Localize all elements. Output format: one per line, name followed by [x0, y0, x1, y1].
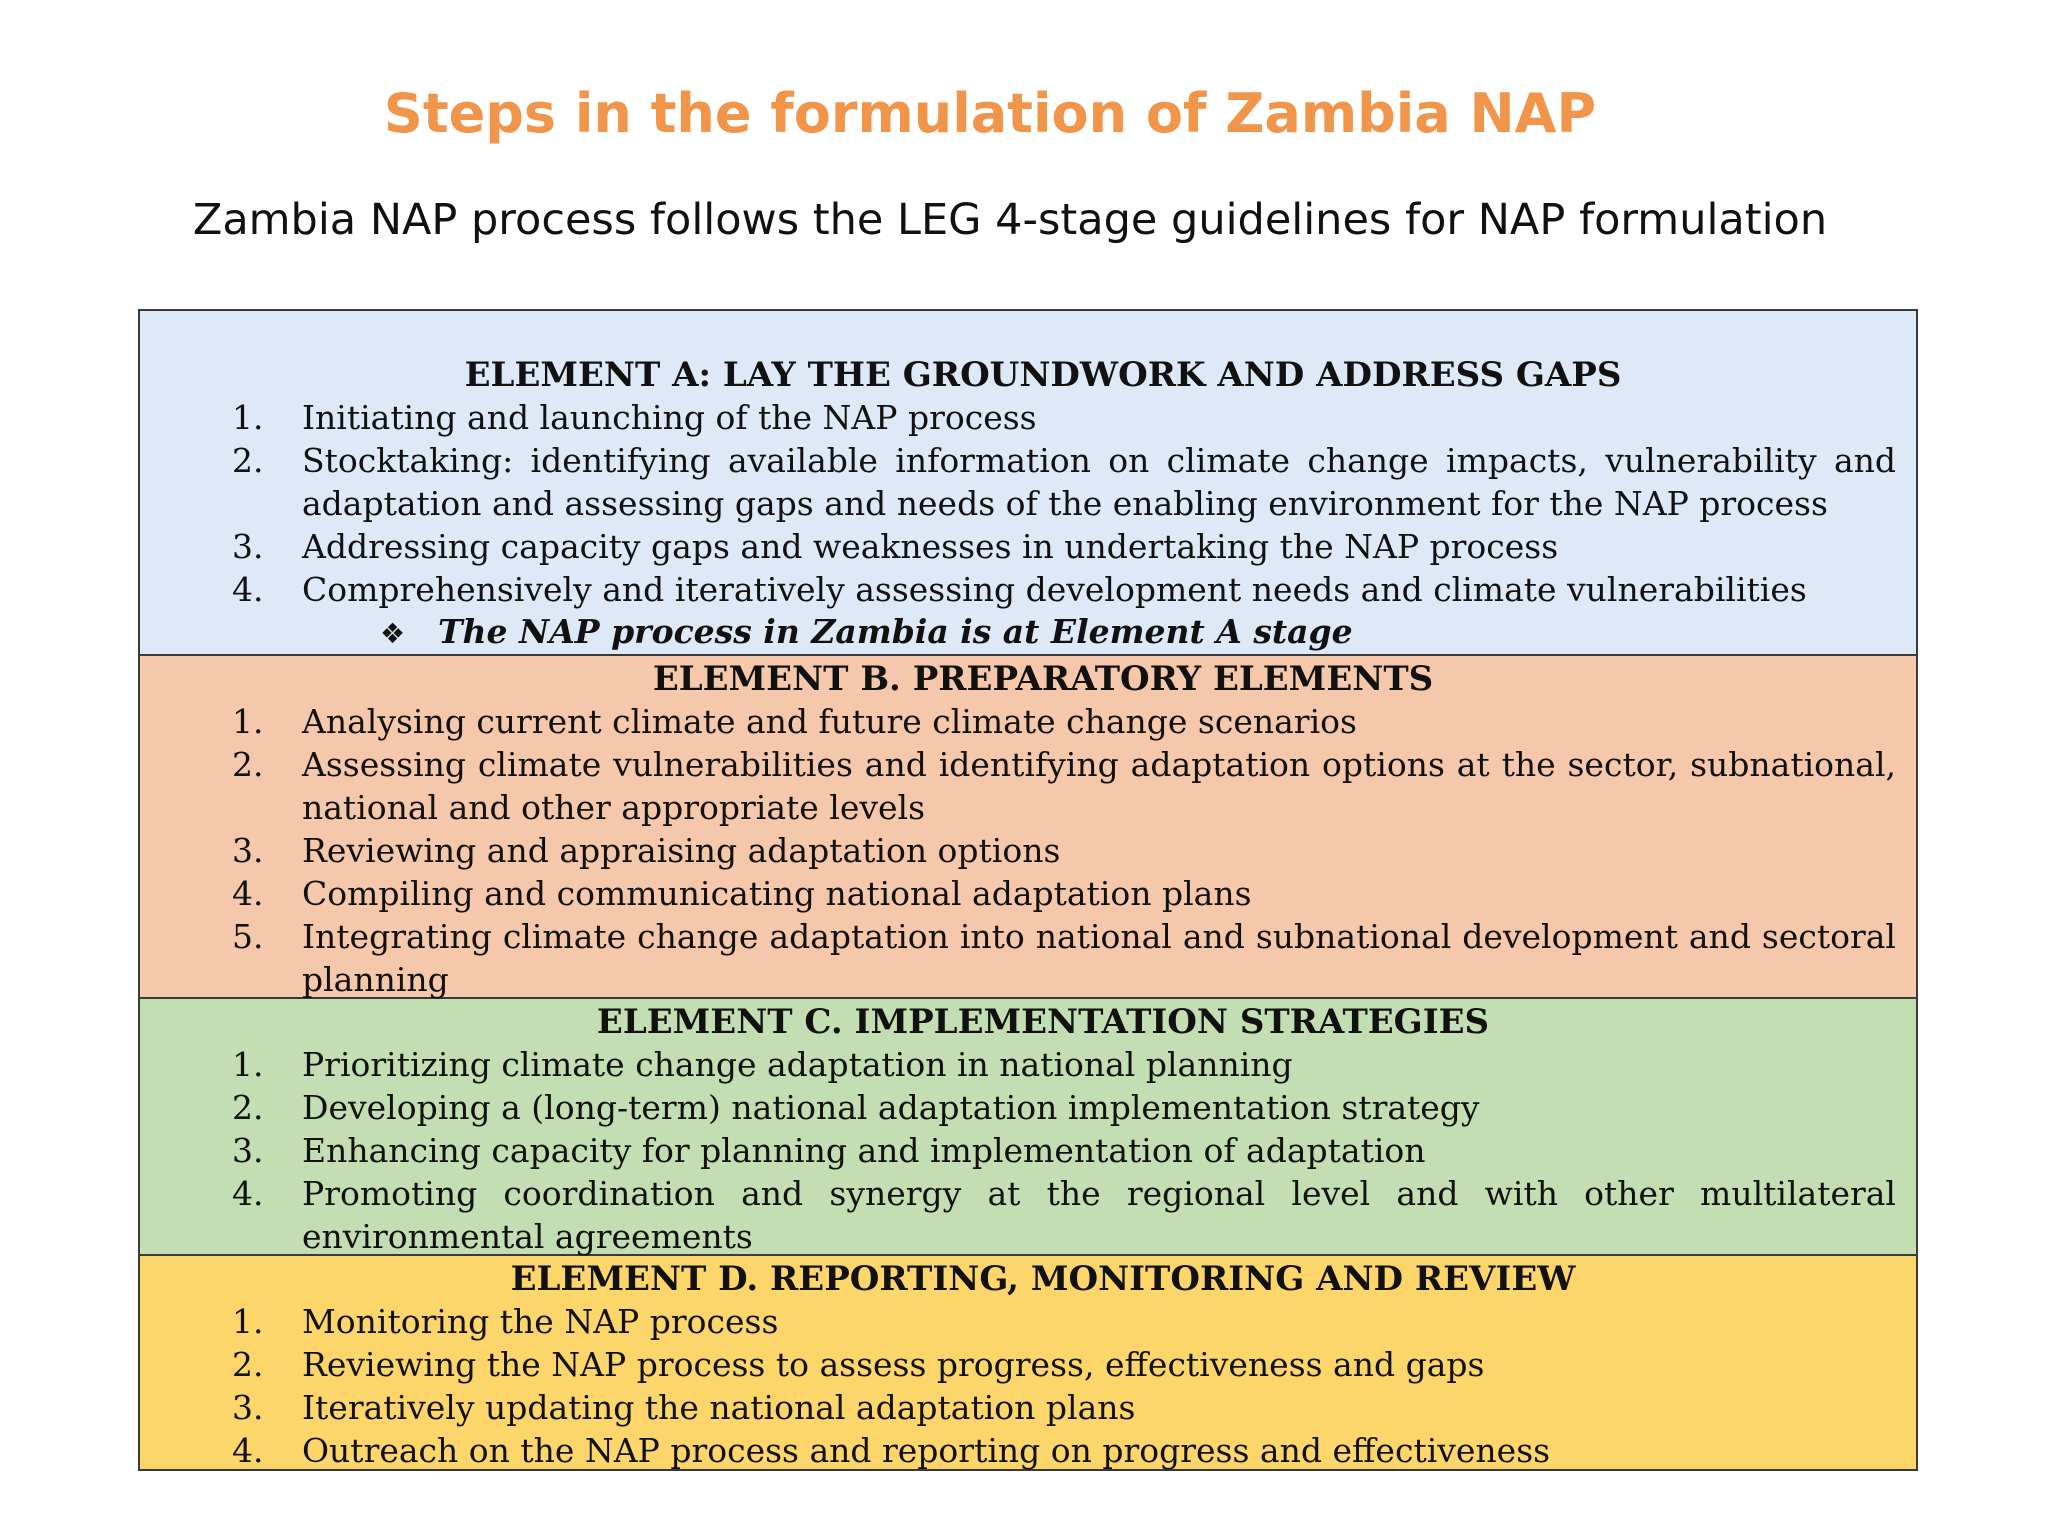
element-c-list — [140, 1043, 1916, 1258]
item-text: Reviewing and appraising adaptation options — [302, 831, 1061, 870]
item-number: 2. — [232, 1088, 264, 1127]
diamond-bullet-icon: ❖ — [380, 617, 406, 650]
element-b-list — [140, 700, 1916, 1001]
element-c-section — [140, 999, 1916, 1256]
element-a-section — [140, 311, 1916, 656]
list-item — [232, 915, 1896, 1001]
item-text: Prioritizing climate change adaptation in national planning — [302, 1045, 1293, 1084]
element-d-heading: ELEMENT D. REPORTING, MONITORING AND REVIEW — [510, 1259, 1576, 1299]
list-item — [232, 1086, 1896, 1129]
list-item — [232, 1129, 1896, 1172]
item-text: Reviewing the NAP process to assess progress, effectiveness and gaps — [302, 1345, 1485, 1384]
list-item — [232, 1172, 1896, 1258]
item-text: Stocktaking: identifying available information on climate change impacts, vulnerability and adaptation and assessing gaps and needs of the enabling environment for the NAP process — [302, 441, 1896, 523]
element-b-section — [140, 656, 1916, 999]
list-item — [232, 525, 1896, 568]
item-number: 2. — [232, 745, 264, 784]
slide-title: Steps in the formulation of Zambia NAP — [383, 82, 1597, 145]
status-note-text: The NAP process in Zambia is at Element A stage — [438, 612, 1353, 651]
item-text: Comprehensively and iteratively assessing development needs and climate vulnerabilities — [302, 570, 1807, 609]
item-number: 3. — [232, 1388, 264, 1427]
item-text: Initiating and launching of the NAP process — [302, 398, 1037, 437]
slide-subtitle: Zambia NAP process follows the LEG 4-stage guidelines for NAP formulation — [192, 195, 1828, 245]
list-item — [232, 1043, 1896, 1086]
list-item — [232, 1343, 1896, 1386]
item-number: 4. — [232, 874, 264, 913]
item-number: 1. — [232, 702, 264, 741]
list-item — [232, 396, 1896, 439]
list-item — [232, 829, 1896, 872]
item-text: Analysing current climate and future climate change scenarios — [302, 702, 1357, 741]
item-number: 1. — [232, 1302, 264, 1341]
item-number: 1. — [232, 398, 264, 437]
item-number: 3. — [232, 1131, 264, 1170]
item-number: 4. — [232, 570, 264, 609]
list-item — [232, 568, 1896, 611]
status-note — [140, 611, 1916, 655]
item-text: Iteratively updating the national adaptation plans — [302, 1388, 1136, 1427]
nap-elements-table — [138, 309, 1918, 1471]
list-item — [232, 700, 1896, 743]
list-item — [232, 872, 1896, 915]
element-a-heading: ELEMENT A: LAY THE GROUNDWORK AND ADDRESS GAPS — [464, 355, 1622, 395]
list-item — [232, 439, 1896, 525]
item-number: 4. — [232, 1431, 264, 1470]
item-number: 3. — [232, 527, 264, 566]
item-text: Assessing climate vulnerabilities and identifying adaptation options at the sector, subnational, national and other appropriate levels — [302, 745, 1896, 827]
element-d-list — [140, 1300, 1916, 1472]
element-a-list — [140, 396, 1916, 611]
item-text: Integrating climate change adaptation into national and subnational development and sectoral planning — [302, 917, 1896, 999]
element-b-heading: ELEMENT B. PREPARATORY ELEMENTS — [652, 659, 1434, 699]
element-c-heading: ELEMENT C. IMPLEMENTATION STRATEGIES — [596, 1002, 1490, 1042]
list-item — [232, 1386, 1896, 1429]
item-text: Compiling and communicating national adaptation plans — [302, 874, 1252, 913]
list-item — [232, 1429, 1896, 1472]
item-text: Promoting coordination and synergy at the regional level and with other multilateral environmental agreements — [302, 1174, 1896, 1256]
list-item — [232, 743, 1896, 829]
item-text: Monitoring the NAP process — [302, 1302, 779, 1341]
item-number: 2. — [232, 1345, 264, 1384]
item-number: 3. — [232, 831, 264, 870]
item-number: 2. — [232, 441, 264, 480]
list-item — [232, 1300, 1896, 1343]
item-text: Addressing capacity gaps and weaknesses in undertaking the NAP process — [302, 527, 1559, 566]
item-text: Developing a (long-term) national adaptation implementation strategy — [302, 1088, 1480, 1127]
item-number: 1. — [232, 1045, 264, 1084]
item-number: 5. — [232, 917, 264, 956]
item-text: Enhancing capacity for planning and implementation of adaptation — [302, 1131, 1426, 1170]
item-number: 4. — [232, 1174, 264, 1213]
element-d-section — [140, 1256, 1916, 1469]
item-text: Outreach on the NAP process and reporting on progress and effectiveness — [302, 1431, 1551, 1470]
